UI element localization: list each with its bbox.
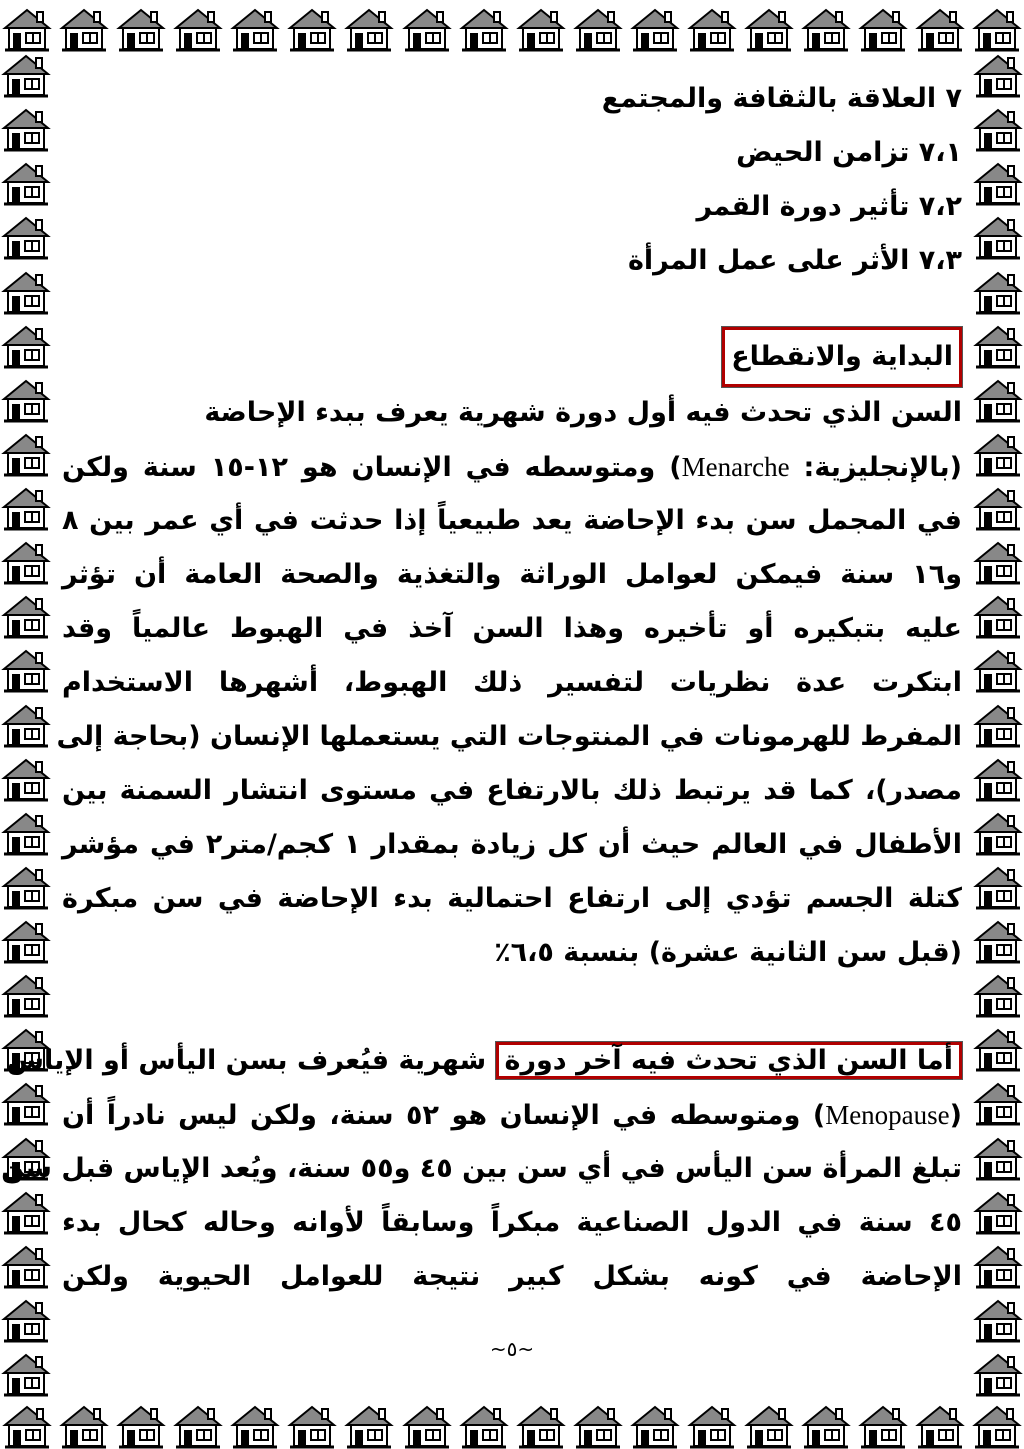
house-icon — [230, 1403, 280, 1449]
house-icon — [744, 1403, 794, 1449]
house-icon — [230, 6, 280, 52]
house-icon — [915, 1403, 965, 1449]
house-icon — [1, 593, 51, 639]
paragraph-line: (بالإنجليزية: Menarche) ومتوسطه في الإنسان هو ١٢-١٥ سنة ولكن — [62, 451, 962, 483]
house-icon — [1, 756, 51, 802]
house-icon — [1, 323, 51, 369]
highlighted-phrase: أما السن الذي تحدث فيه آخر دورة — [496, 1042, 962, 1079]
right-border — [972, 52, 1024, 1397]
house-icon — [59, 6, 109, 52]
house-icon — [972, 6, 1022, 52]
paragraph-line: ٤٥ سنة في الدول الصناعية مبكراً وسابقاً لأوانه وحاله كحال بدء — [62, 1207, 962, 1238]
paragraph-line: في المجمل سن بدء الإحاضة يعد طبيعياً إذا حدثت في أي عمر بين ٨ — [62, 505, 962, 536]
house-icon — [1, 485, 51, 531]
house-icon — [2, 6, 52, 52]
toc-item: ٧،٢ تأثير دورة القمر — [696, 191, 962, 222]
house-icon — [1, 810, 51, 856]
house-icon — [973, 864, 1023, 910]
house-icon — [1, 864, 51, 910]
house-icon — [459, 1403, 509, 1449]
house-icon — [972, 1403, 1022, 1449]
toc-item: ٧،٣ الأثر على عمل المرأة — [627, 245, 962, 276]
paragraph-line: الإحاضة في كونه بشكل كبير نتيجة للعوامل الحيوية ولكن — [62, 1261, 962, 1292]
house-icon — [344, 6, 394, 52]
house-icon — [973, 431, 1023, 477]
house-icon — [1, 214, 51, 260]
house-icon — [402, 6, 452, 52]
paragraph-line: (Menopause) ومتوسطه في الإنسان هو ٥٢ سنة، ولكن ليس نادراً أن — [62, 1099, 962, 1131]
page-content — [1, 68, 962, 1388]
house-icon — [344, 1403, 394, 1449]
house-icon — [2, 1403, 52, 1449]
latin-term: Menopause — [825, 1099, 950, 1130]
house-icon — [116, 6, 166, 52]
page-number: ~٥~ — [489, 1337, 535, 1361]
house-icon — [459, 6, 509, 52]
paragraph-line: المفرط للهرمونات في المنتوجات التي يستعملها الإنسان (بحاجة إلى — [56, 721, 962, 752]
paragraph-line: و١٦ سنة فيمكن لعوامل الوراثة والتغذية والصحة العامة أن تؤثر — [62, 559, 962, 590]
house-icon — [516, 6, 566, 52]
house-icon — [858, 1403, 908, 1449]
house-icon — [973, 485, 1023, 531]
top-border — [0, 0, 1024, 52]
house-icon — [687, 1403, 737, 1449]
paragraph-line: (قبل سن الثانية عشرة) بنسبة ٦،٥٪ — [494, 937, 962, 968]
section-title: البداية والانقطاع — [722, 327, 962, 387]
house-icon — [1, 918, 51, 964]
house-icon — [287, 6, 337, 52]
house-icon — [973, 593, 1023, 639]
house-icon — [59, 1403, 109, 1449]
latin-term: Menarche — [681, 451, 790, 482]
house-icon — [573, 6, 623, 52]
house-icon — [973, 106, 1023, 152]
paragraph-line: عليه بتبكيره أو تأخيره وهذا السن آخذ في الهبوط عالمياً وقد — [62, 613, 962, 644]
paragraph-line: الأطفال في العالم حيث أن كل زيادة بمقدار ١ كجم/متر٢ في مؤشر — [62, 829, 962, 860]
paragraph-line: كتلة الجسم تؤدي إلى ارتفاع احتمالية بدء الإحاضة في سن مبكرة — [62, 883, 962, 914]
house-icon — [973, 1297, 1023, 1343]
house-icon — [630, 1403, 680, 1449]
paragraph-line: أما السن الذي تحدث فيه آخر دورة شهرية فيُعرف بسن اليأس أو الإياس — [62, 1034, 962, 1088]
house-icon — [402, 1403, 452, 1449]
house-icon — [744, 6, 794, 52]
house-icon — [973, 1026, 1023, 1072]
house-icon — [1, 1243, 51, 1289]
house-icon — [116, 1403, 166, 1449]
house-icon — [1, 539, 51, 585]
paragraph-line: السن الذي تحدث فيه أول دورة شهرية يعرف ببدء الإحاضة — [204, 397, 962, 428]
house-icon — [1, 52, 51, 98]
house-icon — [1, 1297, 51, 1343]
house-icon — [516, 1403, 566, 1449]
house-icon — [1, 377, 51, 423]
house-icon — [1, 702, 51, 748]
house-icon — [1, 160, 51, 206]
house-icon — [287, 1403, 337, 1449]
house-icon — [858, 6, 908, 52]
house-icon — [973, 52, 1023, 98]
house-icon — [973, 647, 1023, 693]
bottom-border — [0, 1397, 1024, 1449]
house-icon — [801, 6, 851, 52]
house-icon — [973, 1243, 1023, 1289]
paragraph-line: ابتكرت عدة نظريات لتفسير ذلك الهبوط، أشهرها الاستخدام — [62, 667, 962, 698]
house-icon — [915, 6, 965, 52]
house-icon — [973, 323, 1023, 369]
house-icon — [973, 756, 1023, 802]
toc-item: ٧ العلاقة بالثقافة والمجتمع — [601, 83, 962, 114]
paragraph-line: تبلغ المرأة سن اليأس في أي سن بين ٤٥ و٥٥ سنة، ويُعد الإياس قبل سن — [1, 1153, 962, 1184]
house-icon — [1, 106, 51, 152]
house-icon — [973, 269, 1023, 315]
house-icon — [973, 1135, 1023, 1181]
house-icon — [801, 1403, 851, 1449]
house-icon — [973, 972, 1023, 1018]
paragraph-line: مصدر)، كما قد يرتبط ذلك بالارتفاع في مستوى انتشار السمنة بين — [62, 775, 962, 806]
house-icon — [973, 810, 1023, 856]
house-icon — [173, 1403, 223, 1449]
house-icon — [1, 269, 51, 315]
house-icon — [173, 6, 223, 52]
house-icon — [973, 539, 1023, 585]
house-icon — [973, 160, 1023, 206]
toc-item: ٧،١ تزامن الحيض — [736, 137, 962, 168]
house-icon — [1, 647, 51, 693]
house-icon — [973, 702, 1023, 748]
house-icon — [1, 972, 51, 1018]
section-heading — [62, 330, 962, 384]
house-icon — [973, 1080, 1023, 1126]
house-icon — [1, 431, 51, 477]
house-icon — [973, 1189, 1023, 1235]
house-icon — [973, 214, 1023, 260]
house-icon — [687, 6, 737, 52]
house-icon — [973, 918, 1023, 964]
house-icon — [630, 6, 680, 52]
house-icon — [973, 377, 1023, 423]
house-icon — [573, 1403, 623, 1449]
